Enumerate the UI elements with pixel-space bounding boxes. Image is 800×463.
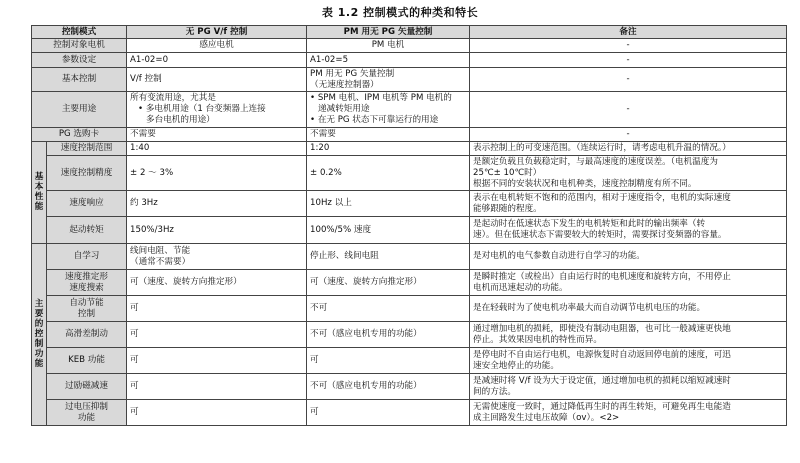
group-basic-performance: 基本性能 xyxy=(32,142,47,244)
header-pm-control: PM 用无 PG 矢量控制 xyxy=(307,26,470,39)
pm-basic-line2: （无速度控制器） xyxy=(310,79,379,90)
perf-note: 是额定负载且负载稳定时，与最高速度的速度误差。（电机温度为 25℃± 10℃时） 根据不同的安装状况和电机种类，速度控制精度有所不同。 xyxy=(470,156,787,191)
func-label: KEB 功能 xyxy=(47,348,127,374)
cell-pm-basic xyxy=(307,68,470,92)
cell-note-usage: - xyxy=(470,92,787,128)
table-row xyxy=(32,296,787,322)
table-row xyxy=(32,39,787,53)
vf-usage-line1: 所有变流用途，尤其是 xyxy=(130,93,216,103)
func-vf: 可 xyxy=(127,348,307,374)
table-row xyxy=(32,128,787,142)
perf-vf: ± 2 ～ 3% xyxy=(127,156,307,191)
table-title: 表 1.2 控制模式的种类和特长 xyxy=(321,6,479,19)
cell-pm-pgcard: 不需要 xyxy=(307,128,470,142)
cell-vf-motor: 感应电机 xyxy=(127,39,307,53)
table-row xyxy=(32,348,787,374)
table-row xyxy=(32,191,787,217)
row-label-pgcard: PG 选购卡 xyxy=(32,128,127,142)
func-vf: 可 xyxy=(127,296,307,322)
func-note: 无需使速度一致时，通过降低再生时的再生转矩，可避免再生电能造 成主回路发生过电压故障（ov）。<2> xyxy=(470,400,787,426)
perf-pm: 10Hz 以上 xyxy=(307,191,470,217)
row-label-param: 参数设定 xyxy=(32,53,127,68)
table-row xyxy=(32,374,787,400)
func-pm: 不可（感应电机专用的功能） xyxy=(307,374,470,400)
func-vf: 可 xyxy=(127,400,307,426)
pm-usage-line1: • SPM 电机、IPM 电机等 PM 电机的 xyxy=(310,93,452,103)
func-pm: 不可（感应电机专用的功能） xyxy=(307,322,470,348)
perf-label: 速度控制精度 xyxy=(47,156,127,191)
header-vf-control: 无 PG V/f 控制 xyxy=(127,26,307,39)
func-note: 是对电机的电气参数自动进行自学习的功能。 xyxy=(470,244,787,270)
func-note: 是停电时不自由运行电机，电源恢复时自动返回停电前的速度，可迅 速安全地停止的功能。 xyxy=(470,348,787,374)
perf-vf: 约 3Hz xyxy=(127,191,307,217)
table-row xyxy=(32,142,787,156)
group-main-functions: 主要的控制功能 xyxy=(32,244,47,426)
row-label-motor: 控制对象电机 xyxy=(32,39,127,53)
func-pm: 停止形、线间电阻 xyxy=(307,244,470,270)
perf-label: 速度控制范围 xyxy=(47,142,127,156)
perf-note: 表示在电机转矩不饱和的范围内，相对于速度指令，电机的实际速度 能够跟随的程度。 xyxy=(470,191,787,217)
table-row xyxy=(32,322,787,348)
perf-label: 速度响应 xyxy=(47,191,127,217)
cell-note-param: - xyxy=(470,53,787,68)
cell-note-pgcard: - xyxy=(470,128,787,142)
func-note: 是在轻载时为了使电机功率最大而自动调节电机电压的功能。 xyxy=(470,296,787,322)
table-row xyxy=(32,156,787,191)
table-row xyxy=(32,92,787,128)
perf-vf: 150%/3Hz xyxy=(127,217,307,244)
perf-pm: ± 0.2% xyxy=(307,156,470,191)
func-label: 过电压抑制 功能 xyxy=(47,400,127,426)
func-label: 自动节能 控制 xyxy=(47,296,127,322)
func-pm: 可 xyxy=(307,400,470,426)
table-row xyxy=(32,400,787,426)
func-label: 自学习 xyxy=(47,244,127,270)
perf-pm: 100%/5% 速度 xyxy=(307,217,470,244)
header-row xyxy=(32,26,787,39)
cell-vf-param: A1-02=0 xyxy=(127,53,307,68)
table-row xyxy=(32,68,787,92)
func-label: 速度推定形 速度搜索 xyxy=(47,270,127,296)
cell-vf-pgcard: 不需要 xyxy=(127,128,307,142)
table-row xyxy=(32,217,787,244)
cell-vf-usage xyxy=(127,92,307,128)
func-vf: 可 xyxy=(127,322,307,348)
func-label: 过励磁减速 xyxy=(47,374,127,400)
func-pm: 可（速度、旋转方向推定形） xyxy=(307,270,470,296)
cell-note-basic: - xyxy=(470,68,787,92)
table-row xyxy=(32,244,787,270)
pm-usage-line3: • 在无 PG 状态下可靠运行的用途 xyxy=(310,115,439,125)
row-label-basic: 基本控制 xyxy=(32,68,127,92)
table-row xyxy=(32,270,787,296)
row-label-usage: 主要用途 xyxy=(32,92,127,128)
cell-note-motor: - xyxy=(470,39,787,53)
header-control-mode: 控制模式 xyxy=(32,26,127,39)
cell-pm-motor: PM 电机 xyxy=(307,39,470,53)
perf-label: 起动转矩 xyxy=(47,217,127,244)
perf-vf: 1:40 xyxy=(127,142,307,156)
cell-vf-basic: V/f 控制 xyxy=(127,68,307,92)
func-vf: 线间电阻、节能 （通常不需要） xyxy=(127,244,307,270)
func-pm: 可 xyxy=(307,348,470,374)
vf-usage-line3: 多台电机的用途） xyxy=(146,115,215,125)
control-mode-table xyxy=(31,25,787,426)
table-row xyxy=(32,53,787,68)
func-note: 是瞬时推定（或检出）自由运行时的电机速度和旋转方向，不用停止 电机而迅速起动的功能。 xyxy=(470,270,787,296)
func-label: 高滑差制动 xyxy=(47,322,127,348)
func-pm: 不可 xyxy=(307,296,470,322)
pm-usage-line2: 递减转矩用途 xyxy=(318,104,370,114)
perf-pm: 1:20 xyxy=(307,142,470,156)
vf-usage-line2: • 多电机用途（1 台变频器上连接 xyxy=(138,104,266,114)
func-vf: 可（速度、旋转方向推定形） xyxy=(127,270,307,296)
perf-note: 表示控制上的可变速范围。（连续运行时，请考虑电机升温的情况。） xyxy=(470,142,787,156)
func-note: 是减速时将 V/f 设为大于设定值，通过增加电机的损耗以缩短减速时 间的方法。 xyxy=(470,374,787,400)
cell-pm-param: A1-02=5 xyxy=(307,53,470,68)
perf-note: 是起动时在低速状态下发生的电机转矩和此时的输出频率（转 速）。但在低速状态下需要较大的转矩时，需要探讨变频器的容量。 xyxy=(470,217,787,244)
pm-basic-line1: PM 用无 PG 矢量控制 xyxy=(310,68,395,79)
func-note: 通过增加电机的损耗，即使没有制动电阻器，也可比一般减速更快地 停止。其效果因电机的特性而异。 xyxy=(470,322,787,348)
cell-pm-usage xyxy=(307,92,470,128)
func-vf: 可 xyxy=(127,374,307,400)
header-remarks: 备注 xyxy=(470,26,787,39)
